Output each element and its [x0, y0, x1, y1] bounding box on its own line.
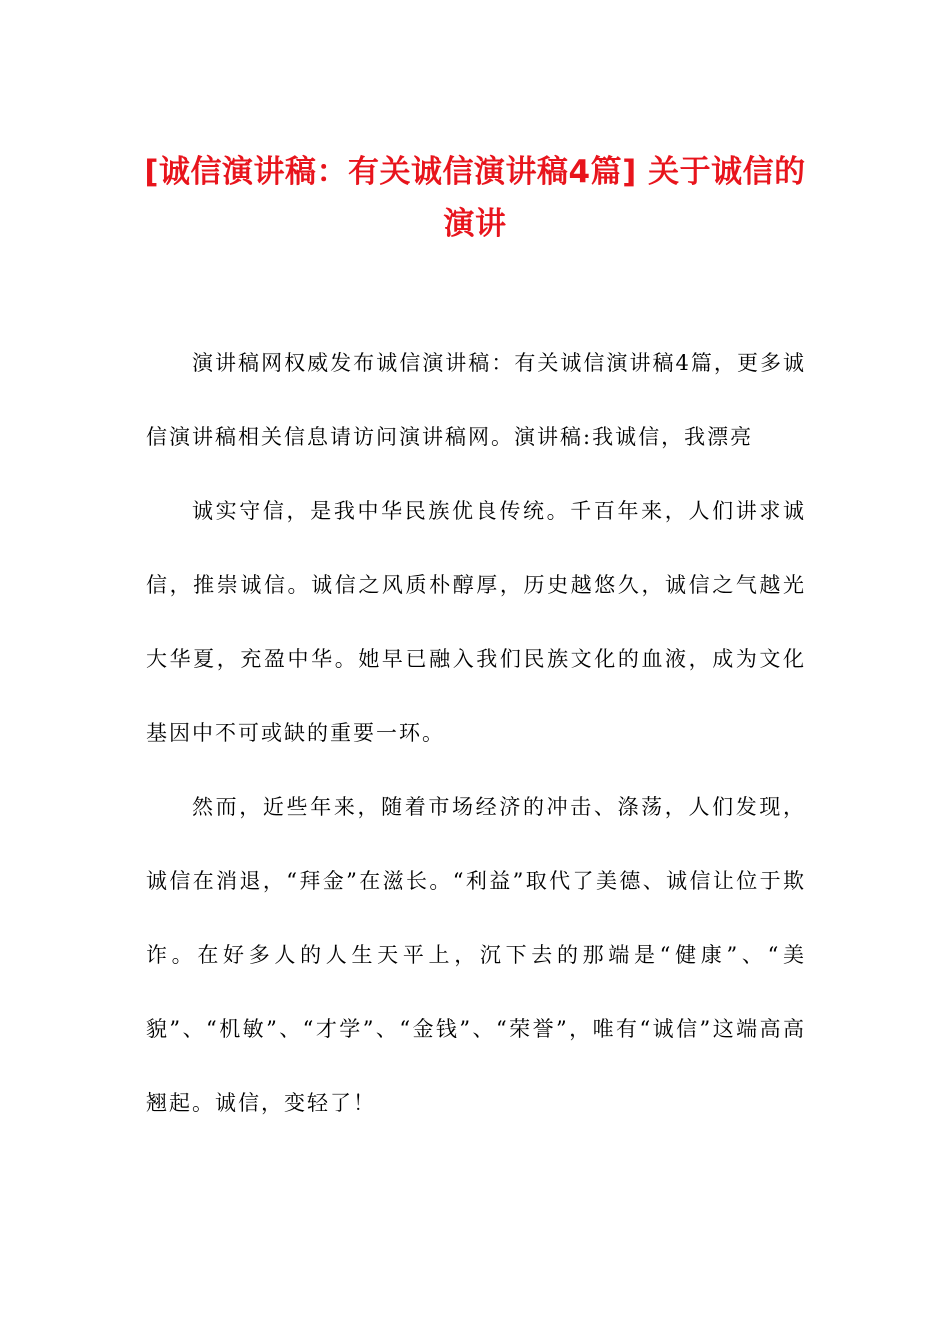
page-title: [诚信演讲稿：有关诚信演讲稿4篇] 关于诚信的演讲 — [144, 154, 806, 242]
paragraph-decline: 然而，近些年来，随着市场经济的冲击、涤荡，人们发现，诚信在消退，“拜金”在滋长。“利益”取代了美德、诚信让位于欺诈。在好多人的人生天平上，沉下去的那端是“健康”、“美貌”、“机敏”、“才学”、“金钱”、“荣誉”，唯有“诚信”这端高高翘起。诚信，变轻了！ — [146, 795, 806, 1115]
paragraph-intro: 演讲稿网权威发布诚信演讲稿：有关诚信演讲稿4篇，更多诚信演讲稿相关信息请访问演讲稿网。演讲稿:我诚信，我漂亮 — [146, 351, 806, 449]
paragraph-tradition: 诚实守信，是我中华民族优良传统。千百年来，人们讲求诚信，推崇诚信。诚信之风质朴醇厚，历史越悠久，诚信之气越光大华夏，充盈中华。她早已融入我们民族文化的血液，成为文化基因中不可或缺的重要一环。 — [146, 499, 806, 745]
document-body — [146, 326, 806, 1140]
